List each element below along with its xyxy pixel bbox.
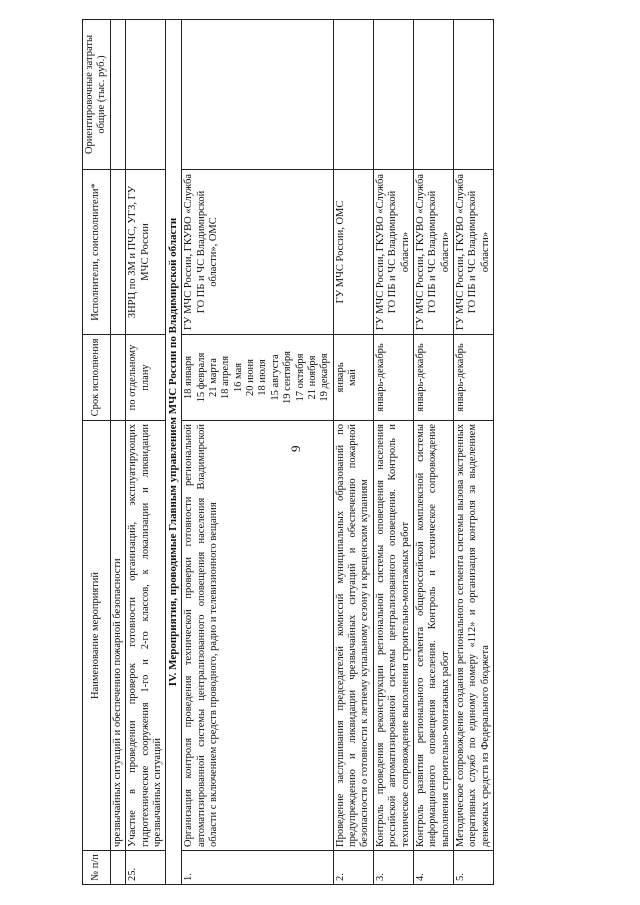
- term-date: 18 января: [183, 355, 195, 400]
- term-date: 18 апреля: [220, 355, 232, 400]
- row-exec: ЗНРЦ по ЗМ и ПЧС, УГЗ, ГУ МЧС России: [126, 170, 166, 335]
- row-cost: [413, 20, 453, 170]
- row-exec: ГУ МЧС России, ОМС: [333, 170, 373, 335]
- row-cost: [182, 20, 334, 170]
- section-title: IV. Мероприятия, проводимые Главным управлением МЧС России по Владимирской области: [166, 20, 182, 885]
- table-row: [182, 20, 334, 885]
- table-row: [454, 20, 494, 885]
- term-date: 16 мая: [232, 362, 244, 393]
- header-cost: Ориентировочные затраты общие (тыс. руб.): [83, 20, 111, 170]
- table-row: [126, 20, 166, 885]
- row-term: [182, 335, 334, 421]
- term-date: май: [347, 369, 359, 386]
- continuation-row: [110, 20, 125, 885]
- term-date: январь: [334, 362, 346, 393]
- term-date: январь-декабрь: [414, 343, 426, 412]
- term-date: январь-декабрь: [374, 343, 386, 412]
- section-rows: [182, 20, 494, 885]
- row-exec: ГУ МЧС России, ГКУВО «Служба ГО ПБ и ЧС Владимирской области»: [413, 170, 453, 335]
- term-date: 15 февраля: [195, 352, 207, 403]
- row-name: Организация контроля проведения технической проверки готовности региональной автоматизированной системы централизованного оповещения населения Владимирской области с включением средств проводного, радио и телевизионного вещания: [182, 421, 334, 851]
- term-date: 19 сентября: [282, 351, 294, 404]
- header-term: Срок исполнения: [83, 335, 111, 421]
- term-date: 21 марта: [207, 358, 219, 397]
- row-cost: [333, 20, 373, 170]
- term-date: 21 ноября: [306, 355, 318, 400]
- row-name: Контроль развития регионального сегмента общероссийской комплексной системы информационного оповещения населения. Контроль и техническое сопровождение выполнения строительно-монтажных работ: [413, 421, 453, 851]
- events-table: [82, 19, 494, 885]
- row-cost: [454, 20, 494, 170]
- row-name: Проведение заслушивания председателей комиссий муниципальных образований по предупреждению и ликвидации чрезвычайных ситуаций и обеспечению пожарной безопасности о готовности к летнему купальному сезону и крещенским купаниям: [333, 421, 373, 851]
- row-exec: ГУ МЧС России, ГКУВО «Служба ГО ПБ и ЧС Владимирской области», ОМС: [182, 170, 334, 335]
- row-name: Участие в проведении проверок готовности организаций, эксплуатирующих гидротехнические сооружения 1-го и 2-го классов, к локализации и ликвидации чрезвычайных ситуаций: [126, 421, 166, 851]
- row-number: 25.: [126, 851, 166, 885]
- table-row: [373, 20, 413, 885]
- header-row: [83, 20, 111, 885]
- term-date: 15 августа: [269, 354, 281, 401]
- row-number: 4.: [413, 851, 453, 885]
- term-date: январь-декабрь: [455, 343, 467, 412]
- row-exec: ГУ МЧС России, ГКУВО «Служба ГО ПБ и ЧС Владимирской области»: [454, 170, 494, 335]
- page-number: 9: [288, 445, 303, 452]
- table-row: [333, 20, 373, 885]
- row-term: [373, 335, 413, 421]
- row-cost: [373, 20, 413, 170]
- row-term: [413, 335, 453, 421]
- row-number: 1.: [182, 851, 334, 885]
- term-date: 19 декабря: [319, 353, 331, 402]
- table-row: [413, 20, 453, 885]
- row-number: 5.: [454, 851, 494, 885]
- row-term: по отдельному плану: [126, 335, 166, 421]
- term-date: 20 июня: [245, 358, 257, 397]
- row-term: [333, 335, 373, 421]
- row-number: 3.: [373, 851, 413, 885]
- header-exec: Исполнители, соисполнители*: [83, 170, 111, 335]
- row-exec: ГУ МЧС России, ГКУВО «Служба ГО ПБ и ЧС Владимирской области»: [373, 170, 413, 335]
- row-name: Методическое сопровождение создания регионального сегмента системы вызова экстренных оперативных служб по единому номеру «112» и организация контроля за выделением денежных средств из Федерального бюджета: [454, 421, 494, 851]
- header-num: № п/п: [83, 851, 111, 885]
- term-date: 18 июля: [257, 359, 269, 396]
- row-name: Контроль проведения реконструкции региональной системы оповещения населения российской автоматизированной системы централизованного оповещения. Контроль и техническое сопровождение выполнения строительно-монтажных работ: [373, 421, 413, 851]
- row-cost: [126, 20, 166, 170]
- header-name: Наименование мероприятий: [83, 421, 111, 851]
- row-number: 2.: [333, 851, 373, 885]
- section-row: [166, 20, 182, 885]
- term-date: 17 октября: [294, 353, 306, 402]
- continuation-text: чрезвычайных ситуаций и обеспечению пожарной безопасности: [110, 421, 125, 851]
- row-term: [454, 335, 494, 421]
